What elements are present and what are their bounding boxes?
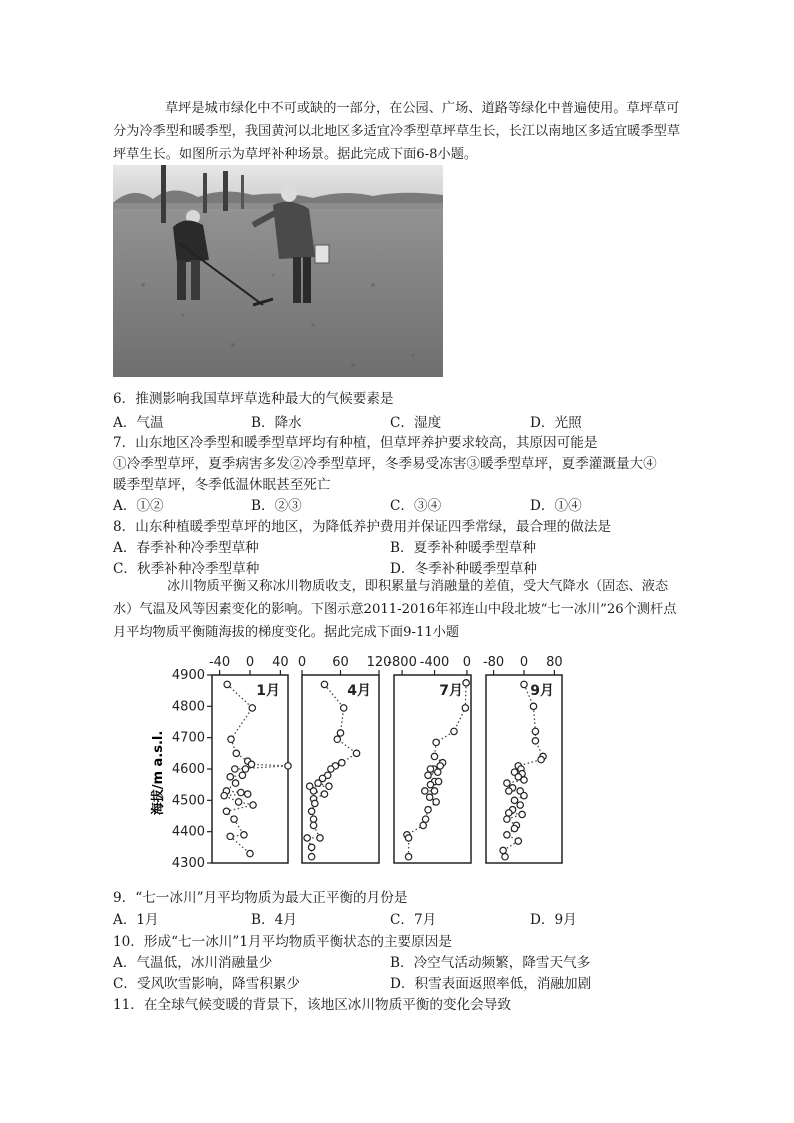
data-point xyxy=(504,780,510,786)
question-7-statements-line2: 暖季型草坪，冬季低温休眠甚至死亡 xyxy=(113,477,331,493)
intro-passage-grass: 草坪是城市绿化中不可或缺的一部分，在公园、广场、道路等绿化中普遍使用。草坪草可分为冷季型和暖季型，我国黄河以北地区多适宜冷季型草坪草生长，长江以南地区多适宜暖季型草坪草生长。如图所示为草坪补种场景。据此完成下面6-8小题。 xyxy=(113,101,681,162)
data-point xyxy=(308,844,314,850)
data-point xyxy=(437,763,443,769)
data-point xyxy=(422,788,428,794)
data-point xyxy=(310,816,316,822)
data-point xyxy=(504,816,510,822)
x-tick-label: -400 xyxy=(419,655,450,670)
data-point xyxy=(433,799,439,805)
data-point xyxy=(538,756,544,762)
data-point xyxy=(422,816,428,822)
q10-option-b[interactable]: B．冷空气活动频繁，降雪天气多 xyxy=(390,955,591,971)
data-point xyxy=(530,703,536,709)
data-point xyxy=(435,769,441,775)
y-tick-label: 4900 xyxy=(171,668,205,683)
data-point xyxy=(517,802,523,808)
data-point xyxy=(312,800,318,806)
panel-month-label: 4月 xyxy=(347,683,371,699)
y-tick-label: 4300 xyxy=(171,856,205,870)
q8-option-c[interactable]: C．秋季补种冷季型草种 xyxy=(113,561,260,577)
data-point xyxy=(328,766,334,772)
data-point xyxy=(433,739,439,745)
data-point xyxy=(249,705,255,711)
panel-month-label: 9月 xyxy=(530,683,554,699)
q7-option-b[interactable]: B．②③ xyxy=(251,498,302,514)
data-point xyxy=(321,791,327,797)
x-tick-label: 40 xyxy=(272,655,289,670)
data-point xyxy=(231,816,237,822)
q9-option-c[interactable]: C．7月 xyxy=(390,912,437,928)
data-point xyxy=(521,681,527,687)
y-tick-label: 4500 xyxy=(171,793,205,809)
data-point xyxy=(310,822,316,828)
data-point xyxy=(463,680,469,686)
data-point xyxy=(511,797,517,803)
data-point xyxy=(506,788,512,794)
data-point xyxy=(304,835,310,841)
data-point xyxy=(245,791,251,797)
data-point xyxy=(250,802,256,808)
question-10-stem: 10．形成“七一冰川”1月平均物质平衡状态的主要原因是 xyxy=(113,934,452,950)
panel-month-label: 7月 xyxy=(439,683,463,699)
data-point xyxy=(341,705,347,711)
data-point xyxy=(233,750,239,756)
data-point xyxy=(431,788,437,794)
q10-option-d[interactable]: D．积雪表面返照率低，消融加剧 xyxy=(390,976,592,992)
data-point xyxy=(221,792,227,798)
question-7-statements-line1: ①冷季型草坪，夏季病害多发②冷季型草坪，冬季易受冻害③暖季型草坪，夏季灌溉量大④ xyxy=(113,456,657,472)
data-point xyxy=(337,730,343,736)
data-point xyxy=(425,772,431,778)
x-tick-label: 120 xyxy=(366,655,392,670)
data-point xyxy=(285,763,291,769)
chart-panel-4 xyxy=(483,655,563,863)
data-point xyxy=(308,808,314,814)
data-point xyxy=(353,750,359,756)
data-point xyxy=(232,766,238,772)
data-point xyxy=(405,854,411,860)
data-point xyxy=(238,789,244,795)
data-point xyxy=(326,783,332,789)
data-point xyxy=(532,738,538,744)
data-point xyxy=(405,835,411,841)
data-point xyxy=(227,774,233,780)
data-point xyxy=(308,854,314,860)
panel-frame xyxy=(212,675,288,863)
q6-option-a[interactable]: A．气温 xyxy=(113,415,164,431)
x-tick-label: -80 xyxy=(482,655,505,670)
q6-option-b[interactable]: B．降水 xyxy=(251,415,302,431)
q9-option-a[interactable]: A．1月 xyxy=(113,912,159,928)
q10-option-a[interactable]: A．气温低，冰川消融量少 xyxy=(113,955,273,971)
data-point xyxy=(224,681,230,687)
data-point xyxy=(228,736,234,742)
data-point xyxy=(420,822,426,828)
q6-option-d[interactable]: D．光照 xyxy=(530,415,582,431)
chart-ylabel: 海拔/m a.s.l. xyxy=(151,730,166,816)
question-11-stem: 11．在全球气候变暖的背景下，该地区冰川物质平衡的变化会导致 xyxy=(113,997,511,1013)
data-point xyxy=(427,766,433,772)
question-8-stem: 8．山东种植暖季型草坪的地区，为降低养护费用并保证四季常绿，最合理的做法是 xyxy=(113,519,612,535)
data-point xyxy=(235,799,241,805)
glacier-mass-balance-chart xyxy=(150,648,570,870)
data-point xyxy=(321,681,327,687)
panel-month-label: 1月 xyxy=(256,683,280,699)
data-point xyxy=(500,847,506,853)
q7-option-d[interactable]: D．①④ xyxy=(530,498,582,514)
x-tick-label: 0 xyxy=(462,655,472,670)
chart-panel-2 xyxy=(298,655,392,863)
y-tick-label: 4800 xyxy=(171,699,205,715)
data-point xyxy=(248,761,254,767)
data-point xyxy=(426,794,432,800)
question-9-stem: 9．“七一冰川”月平均物质为最大正平衡的月份是 xyxy=(113,890,408,906)
q7-option-c[interactable]: C．③④ xyxy=(390,498,442,514)
question-6-stem: 6．推测影响我国草坪草选种最大的气候要素是 xyxy=(113,391,394,407)
y-tick-label: 4400 xyxy=(171,824,205,840)
data-point xyxy=(425,807,431,813)
q10-option-c[interactable]: C．受风吹雪影响，降雪积累少 xyxy=(113,976,301,992)
x-tick-label: -40 xyxy=(208,655,231,670)
intro-passage-glacier: 冰川物质平衡又称冰川物质收支，即积累量与消融量的差值，受大气降水（固态、液态水）气温及风等因素变化的影响。下图示意2011-2016年祁连山中段北坡“七一冰川”26个测杆点月平均物质平衡随海拔的梯度变化。据此完成下面9-11小题 xyxy=(113,579,677,640)
data-point xyxy=(334,736,340,742)
data-point xyxy=(532,728,538,734)
data-point xyxy=(239,772,245,778)
data-point xyxy=(227,833,233,839)
q8-option-d[interactable]: D．冬季补种暖季型草种 xyxy=(390,561,537,577)
data-point xyxy=(462,705,468,711)
q9-option-d[interactable]: D．9月 xyxy=(530,912,577,928)
q9-option-b[interactable]: B．4月 xyxy=(251,912,297,928)
chart-panel-1 xyxy=(209,655,291,863)
chart-panel-3 xyxy=(387,655,471,863)
data-point xyxy=(519,811,525,817)
data-point xyxy=(451,728,457,734)
chart-y-axis xyxy=(172,668,212,870)
data-point xyxy=(242,766,248,772)
q8-option-b[interactable]: B．夏季补种暖季型草种 xyxy=(390,540,536,556)
data-point xyxy=(502,854,508,860)
x-tick-label: 80 xyxy=(546,655,563,670)
data-point xyxy=(431,753,437,759)
data-point xyxy=(310,788,316,794)
data-point xyxy=(241,832,247,838)
x-tick-label: 0 xyxy=(297,655,307,670)
data-point xyxy=(435,778,441,784)
x-tick-label: 0 xyxy=(245,655,255,670)
x-tick-label: 0 xyxy=(519,655,529,670)
data-point xyxy=(232,780,238,786)
x-tick-label: -800 xyxy=(387,655,417,670)
data-point xyxy=(506,810,512,816)
data-point xyxy=(521,792,527,798)
data-point xyxy=(317,835,323,841)
q8-option-a[interactable]: A．春季补种冷季型草种 xyxy=(113,540,259,556)
question-7-stem: 7．山东地区冷季型和暖季型草坪均有种植，但草坪养护要求较高，其原因可能是 xyxy=(113,435,598,451)
data-point xyxy=(223,808,229,814)
grass-reseeding-photo xyxy=(113,165,443,377)
data-point xyxy=(315,780,321,786)
y-tick-label: 4700 xyxy=(171,730,205,746)
q7-option-a[interactable]: A．①② xyxy=(113,498,164,514)
data-point xyxy=(515,838,521,844)
data-point xyxy=(339,760,345,766)
q6-option-c[interactable]: C．湿度 xyxy=(390,415,442,431)
chart-panels xyxy=(209,655,563,863)
data-point xyxy=(504,832,510,838)
y-tick-label: 4600 xyxy=(171,762,205,777)
data-point xyxy=(247,850,253,856)
data-point xyxy=(511,825,517,831)
x-tick-label: 60 xyxy=(332,655,349,670)
data-point xyxy=(427,781,433,787)
data-point xyxy=(521,777,527,783)
